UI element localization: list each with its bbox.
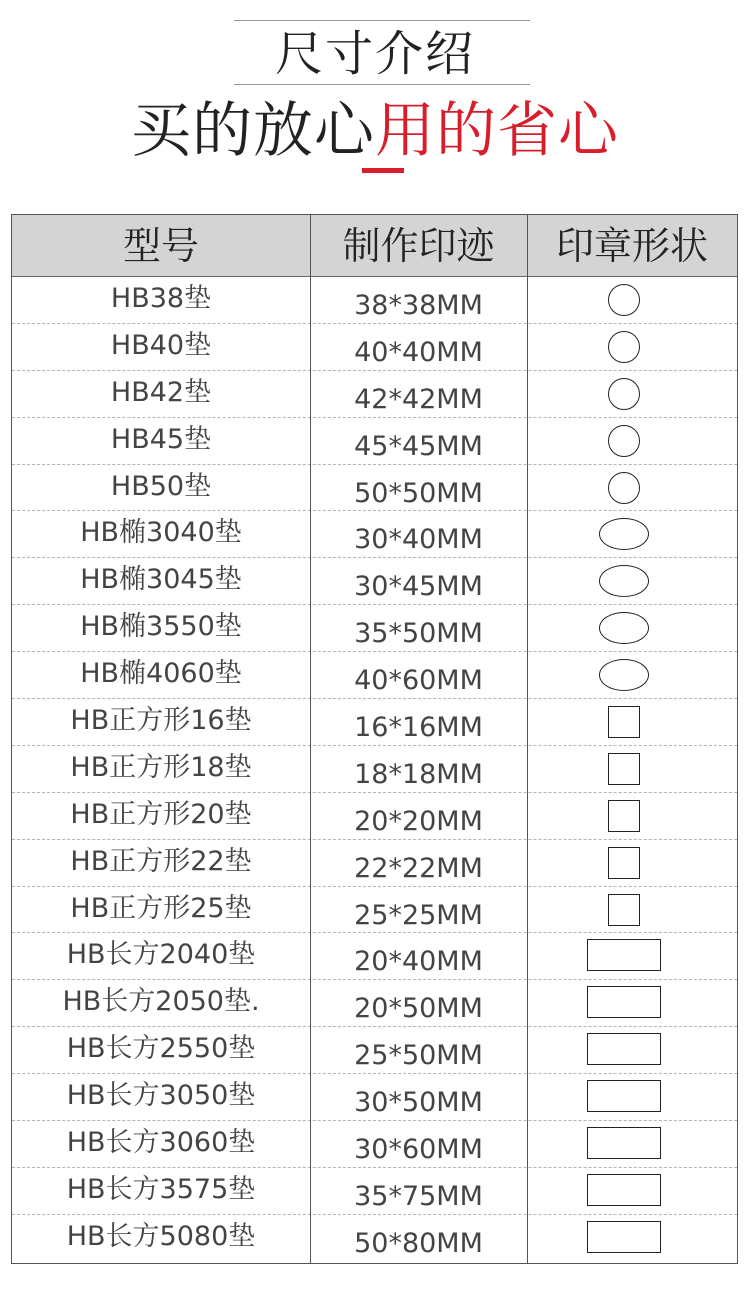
model-cell: HB长方2050垫. [62,986,260,1018]
table-row [12,1074,737,1121]
model-cell: HB长方3050垫 [66,1080,256,1112]
imprint-size-cell: 30*40MM [354,524,483,556]
stamp-shape-cell [527,324,737,371]
circle-shape-icon [608,425,640,457]
model-cell: HB长方3575垫 [66,1173,256,1205]
imprint-size-cell: 50*80MM [354,1227,483,1259]
imprint-size-cell: 20*40MM [354,946,483,978]
model-cell: HB40垫 [110,329,212,361]
slogan [0,96,750,166]
square-shape-icon [608,706,640,738]
stamp-shape-cell [527,652,737,699]
table-row [12,933,737,980]
stamp-shape-cell [527,887,737,934]
model-cell: HB正方形25垫 [70,892,252,924]
stamp-shape-cell [527,1215,737,1262]
stamp-shape-cell [527,1168,737,1215]
circle-shape-icon [608,472,640,504]
model-cell: HB长方2040垫 [66,939,256,971]
imprint-size-cell: 20*20MM [354,805,483,837]
table-row [12,465,737,512]
stamp-shape-cell [527,793,737,840]
table-row [12,1027,737,1074]
table-row [12,793,737,840]
square-shape-icon [608,753,640,785]
page-header [0,0,750,200]
imprint-size-cell: 30*60MM [354,1134,483,1166]
table-row [12,1215,737,1262]
stamp-shape-cell [527,558,737,605]
oval-shape-icon [599,659,649,691]
stamp-shape-cell [527,1027,737,1074]
imprint-size-cell: 35*75MM [354,1180,483,1212]
table-row [12,558,737,605]
slogan-dark-part: 买的放心 [131,96,375,166]
model-cell: HB42垫 [110,376,212,408]
imprint-size-cell: 22*22MM [354,852,483,884]
stamp-shape-cell [527,605,737,652]
stamp-shape-cell [527,980,737,1027]
accent-bar [362,168,404,173]
rectangle-shape-icon [587,986,661,1018]
model-cell: HB长方3060垫 [66,1127,256,1159]
column-divider [527,215,528,1263]
imprint-size-cell: 38*38MM [354,290,483,321]
stamp-shape-cell [527,1074,737,1121]
stamp-shape-cell [527,511,737,558]
imprint-size-cell: 40*40MM [354,336,483,368]
stamp-shape-cell [527,465,737,512]
table-row [12,605,737,652]
stamp-shape-cell [527,371,737,418]
oval-shape-icon [599,565,649,597]
page-title: 尺寸介绍 [274,26,475,82]
table-row [12,324,737,371]
stamp-shape-cell [527,933,737,980]
rectangle-shape-icon [587,939,661,971]
circle-shape-icon [608,284,640,316]
rectangle-shape-icon [587,1080,661,1112]
imprint-size-cell: 16*16MM [354,712,483,744]
imprint-size-cell: 30*45MM [354,571,483,603]
imprint-size-cell: 50*50MM [354,477,483,509]
model-cell: HB椭4060垫 [80,658,242,690]
slogan-red-part: 用的省心 [375,96,619,166]
table-row [12,1121,737,1168]
imprint-size-cell: 30*50MM [354,1087,483,1119]
model-cell: HB正方形16垫 [70,705,252,737]
square-shape-icon [608,800,640,832]
table-row [12,652,737,699]
square-shape-icon [608,847,640,879]
rectangle-shape-icon [587,1127,661,1159]
model-cell: HB正方形18垫 [70,751,252,783]
stamp-shape-cell [527,418,737,465]
model-cell: HB正方形20垫 [70,798,252,830]
table-body [12,277,737,1262]
square-shape-icon [608,894,640,926]
table-row [12,746,737,793]
imprint-size-cell: 25*25MM [354,899,483,931]
stamp-shape-cell [527,840,737,887]
circle-shape-icon [608,331,640,363]
stamp-shape-cell [527,699,737,746]
oval-shape-icon [599,518,649,550]
table-row [12,887,737,934]
model-cell: HB45垫 [110,423,212,455]
stamp-shape-cell [527,746,737,793]
rectangle-shape-icon [587,1033,661,1065]
model-cell: HB长方2550垫 [66,1033,256,1065]
model-cell: HB椭3040垫 [80,517,242,549]
table-row [12,418,737,465]
imprint-size-cell: 45*45MM [354,430,483,462]
table-row [12,840,737,887]
imprint-size-cell: 18*18MM [354,758,483,790]
title-bottom-rule [234,84,530,85]
model-cell: HB正方形22垫 [70,845,252,877]
oval-shape-icon [599,612,649,644]
model-cell: HB长方5080垫 [66,1220,256,1252]
table-row [12,1168,737,1215]
imprint-size-cell: 35*50MM [354,618,483,650]
imprint-size-cell: 42*42MM [354,383,483,415]
imprint-size-cell: 25*50MM [354,1040,483,1072]
model-cell: HB50垫 [110,470,212,502]
model-cell: HB38垫 [110,283,212,314]
table-row [12,980,737,1027]
table-row [12,699,737,746]
size-table [11,214,738,1264]
table-row [12,371,737,418]
rectangle-shape-icon [587,1221,661,1253]
imprint-size-cell: 20*50MM [354,993,483,1025]
title-top-rule [234,20,530,21]
column-header-model: 型号 [122,224,199,268]
circle-shape-icon [608,378,640,410]
model-cell: HB椭3045垫 [80,564,242,596]
table-row [12,511,737,558]
imprint-size-cell: 40*60MM [354,665,483,697]
column-header-imprint-size: 制作印迹 [342,224,495,268]
column-divider [310,215,311,1263]
stamp-shape-cell [527,277,737,324]
stamp-shape-cell [527,1121,737,1168]
rectangle-shape-icon [587,1174,661,1206]
table-row [12,277,737,324]
model-cell: HB椭3550垫 [80,611,242,643]
table-header [12,215,737,277]
column-header-stamp-shape: 印章形状 [555,224,708,268]
